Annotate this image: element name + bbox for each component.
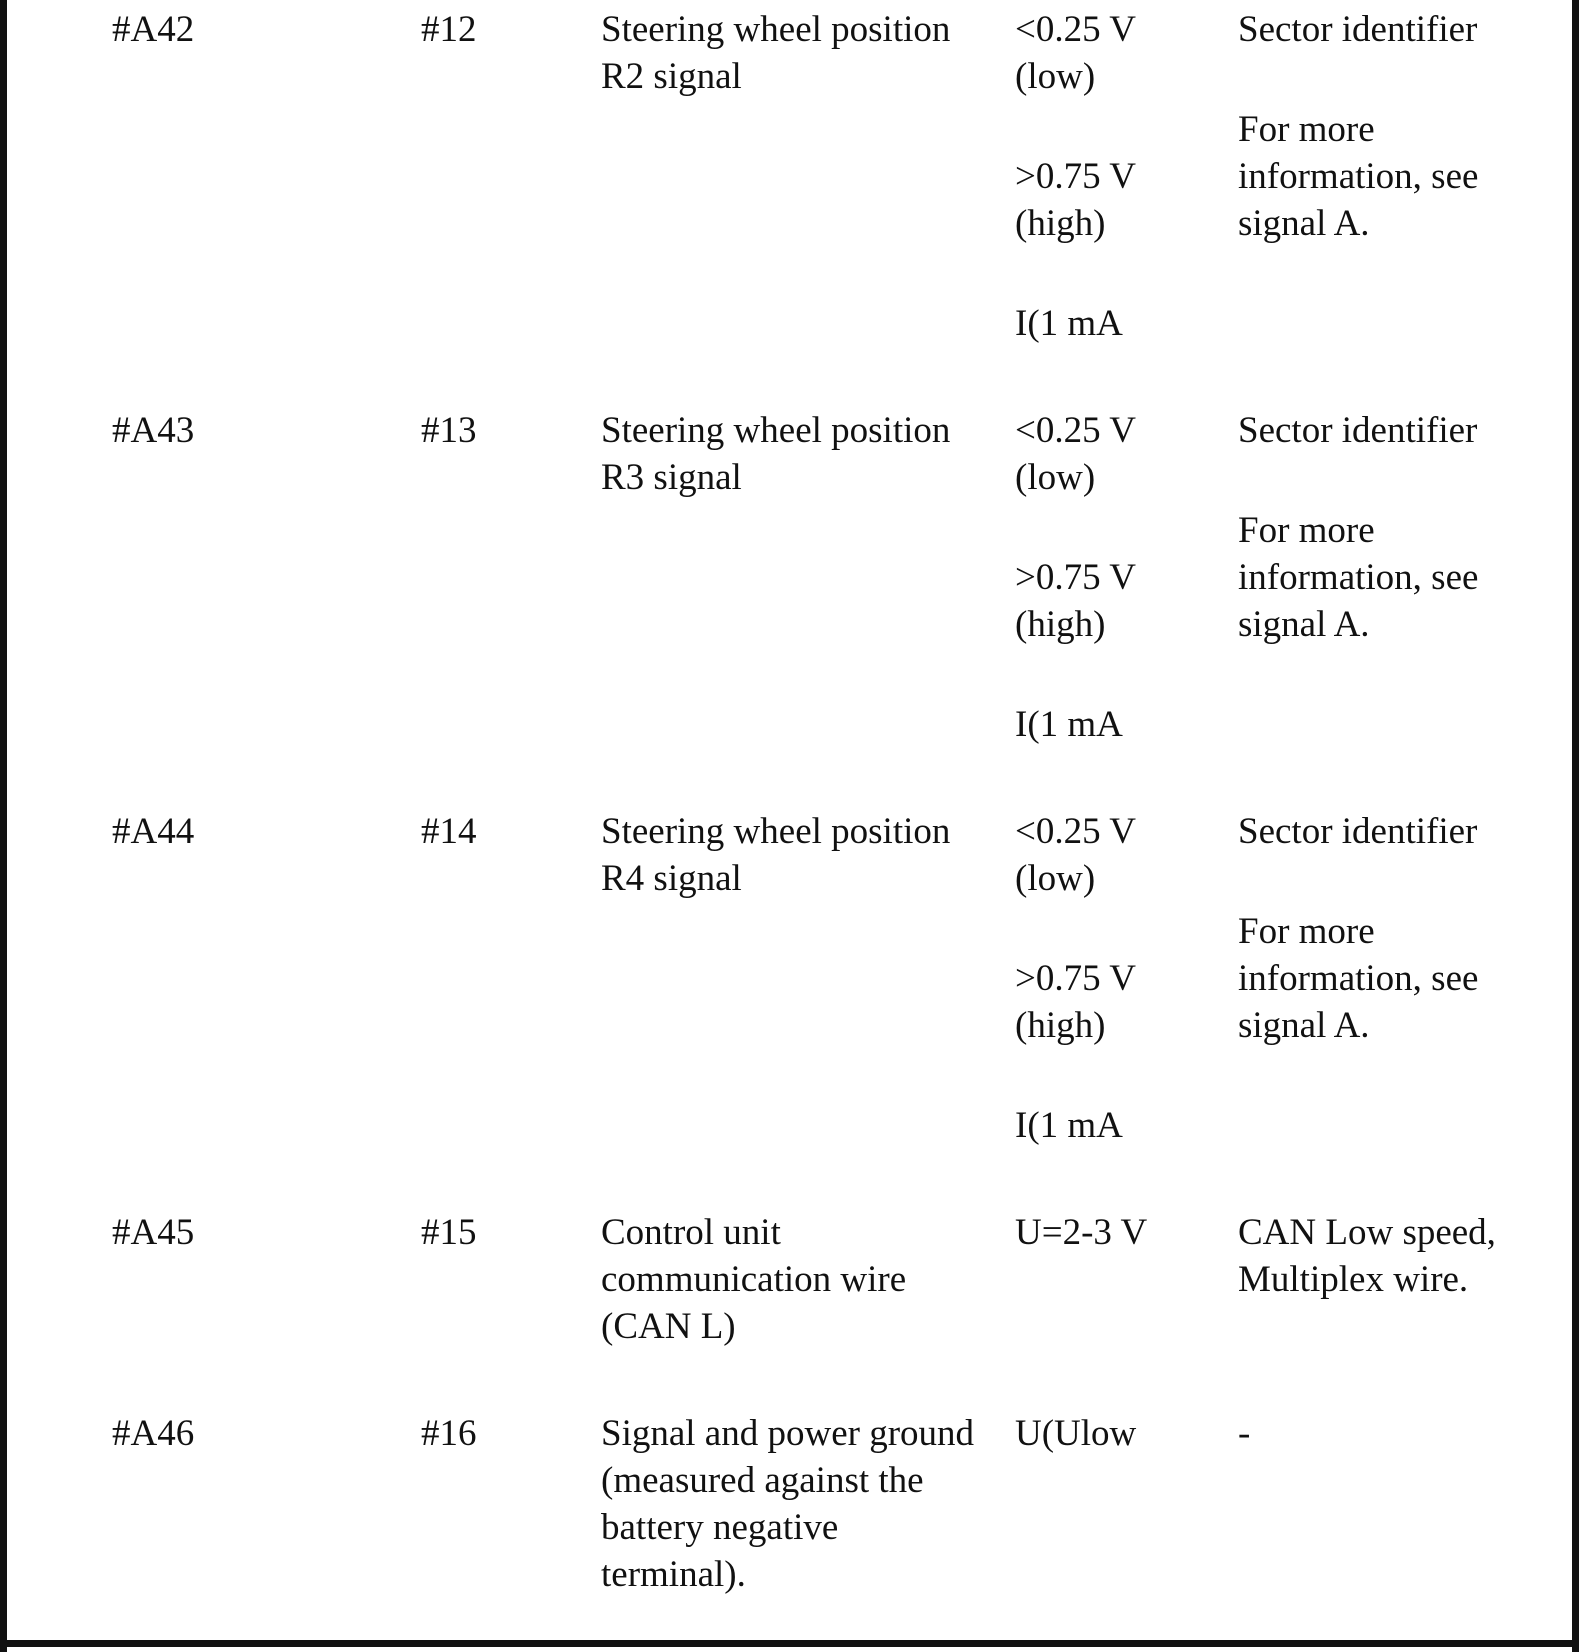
pin-cell: #A42 xyxy=(112,9,195,50)
note-line: information, see xyxy=(1238,156,1479,197)
table-border-right xyxy=(1572,0,1579,1652)
value-line: I(1 mA xyxy=(1015,704,1123,745)
value-line: >0.75 V xyxy=(1015,958,1136,999)
value-line: (low) xyxy=(1015,56,1096,97)
description-cell xyxy=(601,808,950,902)
note-line: For more xyxy=(1238,109,1375,150)
value-line: (high) xyxy=(1015,203,1106,244)
description-line: terminal). xyxy=(601,1554,746,1595)
note-line: Sector identifier xyxy=(1238,410,1478,451)
pin-cell: #A43 xyxy=(112,410,195,451)
note-line: For more xyxy=(1238,510,1375,551)
note-line: information, see xyxy=(1238,557,1479,598)
value-line: (low) xyxy=(1015,457,1096,498)
value-line: (low) xyxy=(1015,858,1096,899)
pin-cell: #A46 xyxy=(112,1413,195,1454)
note-line: signal A. xyxy=(1238,604,1370,645)
value-cell xyxy=(1015,808,1136,1149)
note-line: For more xyxy=(1238,911,1375,952)
description-line: (CAN L) xyxy=(601,1306,736,1347)
value-cell xyxy=(1015,6,1136,347)
note-line: Multiplex wire. xyxy=(1238,1259,1469,1300)
description-line: Steering wheel position xyxy=(601,410,951,451)
value-line: <0.25 V xyxy=(1015,410,1136,451)
note-cell xyxy=(1238,1410,1250,1457)
pin-cell: #A44 xyxy=(112,811,195,852)
description-line: (measured against the xyxy=(601,1460,924,1501)
description-cell xyxy=(601,1410,974,1598)
description-line: Control unit xyxy=(601,1212,781,1253)
description-line: R3 signal xyxy=(601,457,742,498)
connector-cell: #15 xyxy=(421,1212,477,1253)
value-line: >0.75 V xyxy=(1015,557,1136,598)
description-line: R2 signal xyxy=(601,56,742,97)
note-line: signal A. xyxy=(1238,1005,1370,1046)
description-line: battery negative xyxy=(601,1507,839,1548)
value-line: <0.25 V xyxy=(1015,811,1136,852)
description-line: R4 signal xyxy=(601,858,742,899)
note-cell xyxy=(1238,407,1478,648)
note-line: Sector identifier xyxy=(1238,811,1478,852)
description-line: Signal and power ground xyxy=(601,1413,975,1454)
value-cell xyxy=(1015,1410,1136,1457)
note-line: Sector identifier xyxy=(1238,9,1478,50)
value-line: I(1 mA xyxy=(1015,303,1123,344)
description-cell xyxy=(601,1209,906,1350)
table-border-bottom xyxy=(0,1640,1579,1647)
description-line: Steering wheel position xyxy=(601,9,951,50)
connector-cell: #12 xyxy=(421,9,477,50)
value-line: U=2-3 V xyxy=(1015,1212,1148,1253)
value-line: I(1 mA xyxy=(1015,1105,1123,1146)
pin-cell: #A45 xyxy=(112,1212,195,1253)
connector-cell: #14 xyxy=(421,811,477,852)
connector-cell: #16 xyxy=(421,1413,477,1454)
note-cell xyxy=(1238,6,1478,247)
note-line: signal A. xyxy=(1238,203,1370,244)
description-cell xyxy=(601,6,950,100)
table-border-left xyxy=(0,0,7,1652)
note-line: CAN Low speed, xyxy=(1238,1212,1496,1253)
description-cell xyxy=(601,407,950,501)
note-line: information, see xyxy=(1238,958,1479,999)
value-line: <0.25 V xyxy=(1015,9,1136,50)
value-line: (high) xyxy=(1015,1005,1106,1046)
connector-cell: #13 xyxy=(421,410,477,451)
note-cell xyxy=(1238,1209,1496,1303)
value-cell xyxy=(1015,407,1136,748)
description-line: Steering wheel position xyxy=(601,811,951,852)
description-line: communication wire xyxy=(601,1259,907,1300)
value-line: U(Ulow xyxy=(1015,1413,1137,1454)
note-line: - xyxy=(1238,1413,1251,1454)
note-cell xyxy=(1238,808,1478,1049)
value-line: >0.75 V xyxy=(1015,156,1136,197)
value-cell xyxy=(1015,1209,1147,1256)
value-line: (high) xyxy=(1015,604,1106,645)
